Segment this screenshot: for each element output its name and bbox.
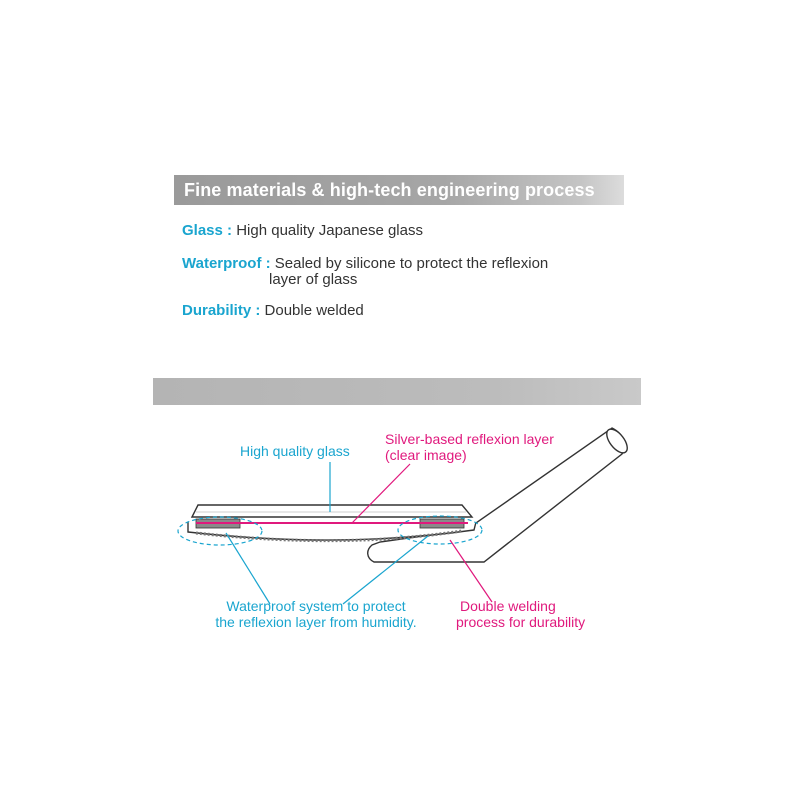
spec-durability-label: Durability : — [182, 302, 261, 319]
spec-durability-text: Double welded — [264, 302, 364, 319]
label-welding-line2: process for durability — [456, 614, 586, 630]
label-waterproof-line2: the reflexion layer from humidity. — [215, 614, 417, 630]
spec-waterproof-label: Waterproof : — [182, 255, 271, 272]
label-silver-layer-line1: Silver-based reflexion layer — [385, 431, 554, 447]
section-title: Fine materials & high-tech engineering process — [184, 180, 595, 200]
spec-glass-label: Glass : — [182, 222, 233, 239]
leader-waterproof-left — [226, 533, 270, 604]
spec-waterproof-text-line2: layer of glass — [269, 271, 358, 288]
spec-glass-text: High quality Japanese glass — [236, 222, 423, 239]
label-silver-layer-line2: (clear image) — [385, 447, 467, 463]
label-high-quality-glass: High quality glass — [240, 443, 350, 459]
spec-waterproof-text-line1: Sealed by silicone to protect the reflexion — [274, 255, 549, 272]
label-welding-line1: Double welding — [460, 598, 556, 614]
glass-plate — [192, 505, 472, 517]
label-waterproof-line1: Waterproof system to protect — [226, 598, 406, 614]
